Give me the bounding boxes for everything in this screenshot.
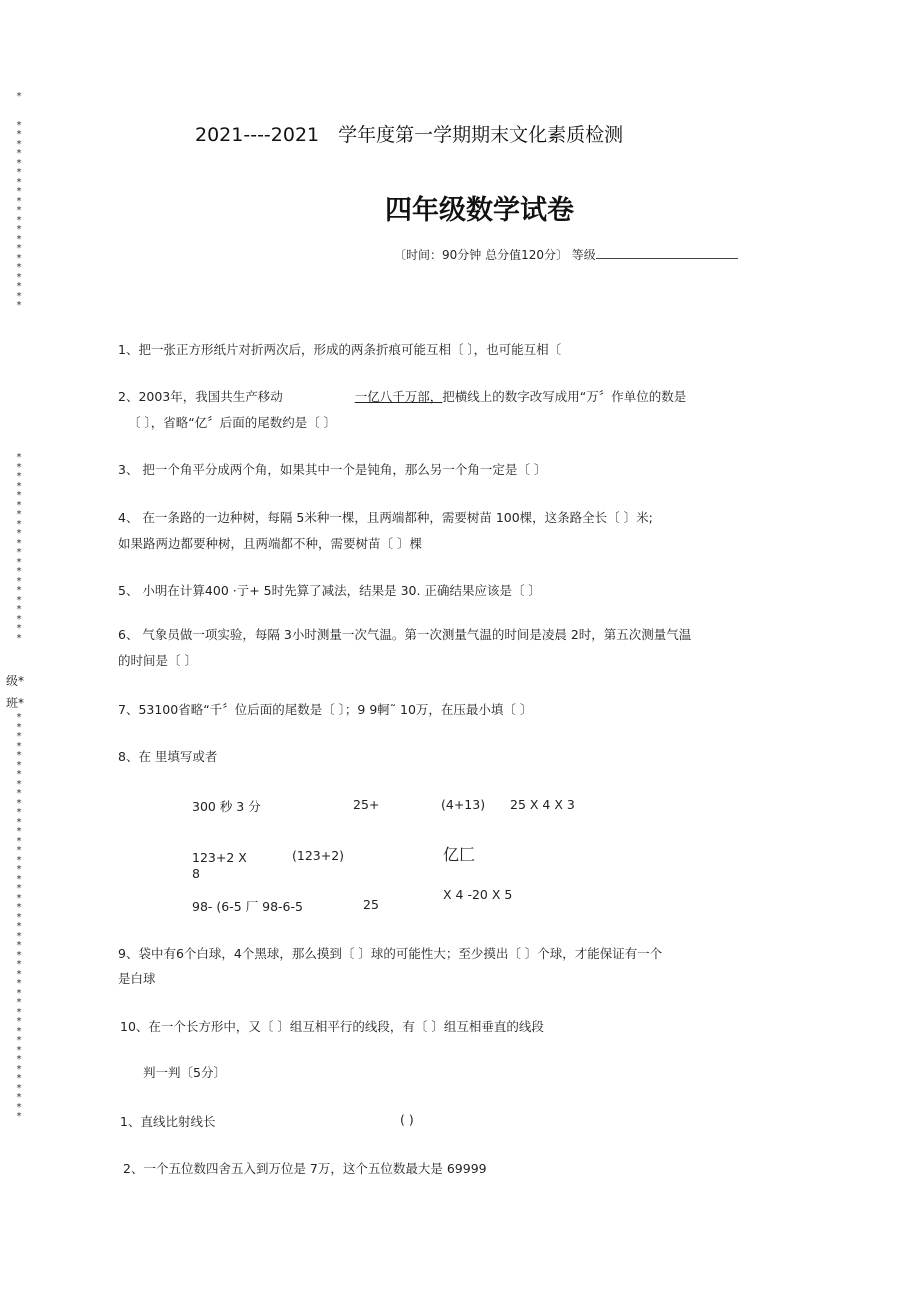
- question-2-text-a: 2、2003年，我国共生产移动: [118, 389, 283, 404]
- question-4-line-2: 如果路两边都要种树，且两端都不种，需要树苗〔 〕棵: [118, 536, 422, 551]
- grade-blank[interactable]: [596, 247, 738, 259]
- question-6-line-2: 的时间是〔 〕: [118, 653, 197, 668]
- q8-r3-c1: 98- (6-5 厂 98-6-5: [192, 899, 303, 914]
- question-7: 7、53100省略“千〞位后面的尾数是〔 〕；9 9軻˜ 10万，在压最小填〔 〕: [118, 702, 533, 717]
- question-2-text-b: 把横线上的数字改写成用“万〞作单位的数是: [442, 389, 687, 404]
- question-1: 1、把一张正方形纸片对折两次后，形成的两条折痕可能互相〔 〕，也可能互相〔: [118, 342, 562, 357]
- q8-r1-c4: 25 X 4 X 3: [510, 797, 575, 812]
- q8-r2-c1: 123+2 X: [192, 850, 247, 865]
- exam-info-text: 〔时间：90分钟 总分值120分〕 等级: [394, 248, 596, 262]
- judge-heading: 判一判〔5分〕: [143, 1065, 226, 1080]
- question-8: 8、在 里填写或者: [118, 749, 218, 764]
- q8-r2-c3: 亿匚: [443, 845, 476, 864]
- exam-title: 2021----2021 学年度第一学期期末文化素质检测: [195, 124, 624, 146]
- paper-subtitle: 四年级数学试卷: [385, 195, 574, 226]
- question-2-line-2: 〔 〕，省略“亿〞后面的尾数约是〔 〕: [128, 415, 337, 430]
- q8-r1-c2: 25+: [353, 797, 380, 812]
- judge-2: 2、一个五位数四舍五入到万位是 7万，这个五位数最大是 69999: [123, 1161, 487, 1176]
- margin-stars-mid: * * * * * * * * * * * * * * * * * * * *: [16, 452, 22, 644]
- question-2-underlined: 一亿八千万部，: [354, 389, 443, 404]
- judge-1: 1、直线比射线长: [120, 1114, 216, 1129]
- question-4: 4、 在一条路的一边种树，每隔 5米种一棵，且两端都种，需要树苗 100棵，这条路全长〔 〕米;: [118, 510, 653, 525]
- question-6: 6、 气象员做一项实验，每隔 3小时测量一次气温。第一次测量气温的时间是凌晨 2时，第五次测量气温: [118, 627, 692, 642]
- margin-label-ban: 班*: [6, 696, 25, 710]
- q8-r2-c1b: 8: [192, 866, 200, 881]
- margin-stars-low: * * * * * * * * * * * * * * * * * * * * * * * * * * * * * * * * * * * * * * * * * * *: [16, 712, 22, 1122]
- margin-label-ji: 级*: [6, 674, 25, 688]
- question-2: [118, 387, 686, 405]
- q8-r1-c3: (4+13): [441, 797, 486, 812]
- judge-1-answer[interactable]: ( ): [400, 1112, 414, 1127]
- question-3: 3、 把一个角平分成两个角，如果其中一个是钝角，那么另一个角一定是〔 〕: [118, 462, 547, 477]
- q8-r2-c2: (123+2): [292, 848, 345, 863]
- margin-stars-top: * * * * * * * * * * * * * * * * * * * * *: [16, 91, 22, 311]
- question-10: 10、在一个长方形中，又〔 〕组互相平行的线段，有〔 〕组互相垂直的线段: [120, 1019, 544, 1034]
- exam-info: [394, 246, 738, 263]
- q8-r3-c2: 25: [363, 897, 379, 912]
- question-9: 9、袋中有6个白球，4个黑球，那么摸到〔 〕球的可能性大；至少摸出〔 〕个球，才能保证有一个: [118, 946, 663, 961]
- q8-r3-c3: X 4 -20 X 5: [443, 887, 513, 902]
- question-9-line-2: 是白球: [118, 971, 156, 986]
- q8-r1-c1: 300 秒 3 分: [192, 799, 261, 814]
- question-5: 5、 小明在计算400 ·亍+ 5时先算了减法，结果是 30. 正确结果应该是〔 〕: [118, 583, 541, 598]
